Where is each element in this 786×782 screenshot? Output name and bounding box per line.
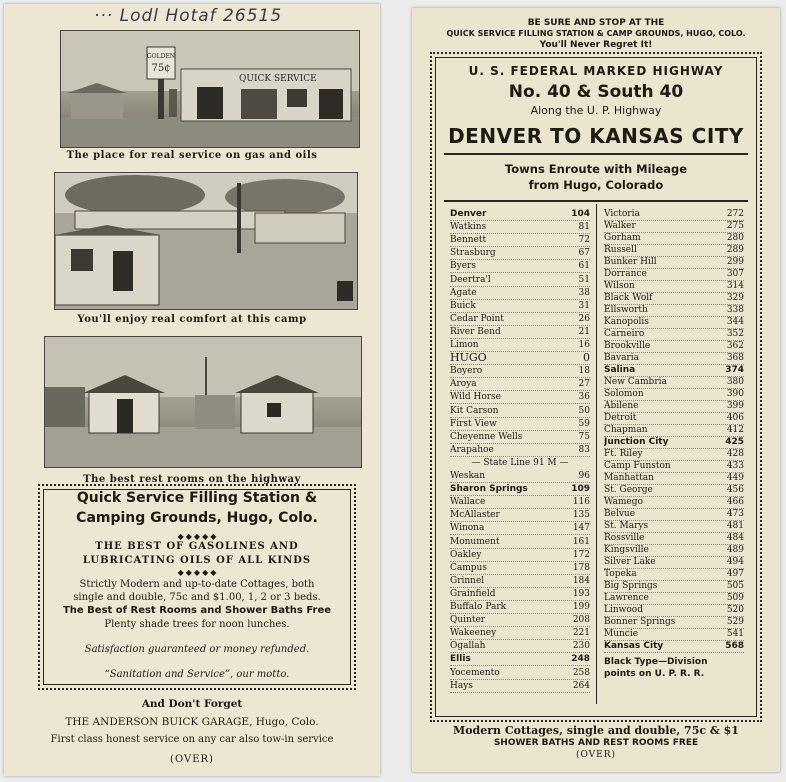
town-name: Cedar Point — [450, 313, 504, 324]
town-name: McAllaster — [450, 510, 500, 521]
town-row — [450, 365, 590, 378]
divider — [444, 200, 748, 202]
town-mileage: 258 — [572, 667, 590, 678]
town-mileage: 59 — [578, 418, 590, 429]
town-mileage: 21 — [578, 326, 590, 337]
bottom-cottages-line: Modern Cottages, single and double, 75c & $1 — [453, 724, 739, 737]
town-mileage: 248 — [571, 654, 590, 665]
town-name: Ellsworth — [604, 305, 648, 315]
town-mileage: 520 — [726, 605, 744, 615]
town-row — [450, 234, 590, 247]
town-name: Bunker Hill — [604, 257, 657, 267]
town-mileage: 481 — [726, 521, 744, 531]
town-mileage: 390 — [726, 389, 744, 399]
town-mileage: 380 — [726, 377, 744, 387]
town-name: Grainfield — [450, 588, 496, 599]
town-name: Lawrence — [604, 593, 649, 603]
town-row — [450, 496, 590, 509]
town-name: Bavaria — [604, 353, 639, 363]
town-name: Black Wolf — [604, 293, 653, 303]
town-name: Abilene — [604, 401, 639, 411]
town-name: Buffalo Park — [450, 602, 507, 612]
route-box — [430, 52, 762, 722]
town-name: — State Line 91 M — — [471, 457, 569, 468]
town-row — [450, 431, 590, 444]
town-row — [450, 339, 590, 352]
town-mileage: 264 — [572, 680, 590, 691]
top-banner-line: QUICK SERVICE FILLING STATION & CAMP GROUNDS, HUGO, COLO. — [446, 29, 746, 38]
town-row — [450, 247, 590, 260]
town-name: HUGO — [450, 352, 487, 365]
town-row — [450, 457, 590, 469]
town-name: Junction City — [604, 437, 669, 447]
town-mileage: 497 — [726, 569, 744, 579]
town-mileage: 494 — [726, 557, 744, 567]
towns-heading: Towns Enroute with Mileage — [504, 162, 688, 176]
town-row — [450, 562, 590, 575]
advertisement-box — [38, 484, 356, 690]
photo-caption: You'll enjoy real comfort at this camp — [77, 314, 307, 325]
town-name: Ellis — [450, 654, 471, 665]
town-mileage: 412 — [726, 425, 744, 435]
town-name: Wakeeney — [450, 628, 497, 639]
town-name: Solomon — [604, 389, 644, 399]
town-row — [604, 640, 744, 653]
town-mileage: 275 — [726, 221, 744, 231]
ornament-divider: ◆◆◆◆◆ — [177, 568, 219, 577]
town-row — [450, 601, 590, 614]
town-name: River Bend — [450, 326, 501, 337]
town-name: Wilson — [604, 281, 635, 291]
town-mileage: 374 — [725, 365, 744, 375]
divider — [444, 153, 748, 155]
town-mileage: 509 — [726, 593, 744, 603]
town-row — [450, 640, 590, 653]
town-mileage: 449 — [726, 473, 744, 483]
town-name: Topeka — [604, 569, 637, 579]
town-mileage: 172 — [572, 549, 590, 560]
town-name: Camp Funston — [604, 461, 671, 471]
town-name: Bonner Springs — [604, 617, 676, 627]
towns-heading: from Hugo, Colorado — [528, 178, 664, 192]
town-mileage: 541 — [726, 629, 744, 639]
top-banner-line: You'll Never Regret It! — [539, 40, 653, 50]
ad-oil-line: LUBRICATING OILS OF ALL KINDS — [82, 555, 312, 566]
town-mileage: 489 — [726, 545, 744, 555]
town-row — [450, 300, 590, 313]
town-name: Wild Horse — [450, 392, 501, 403]
town-mileage: 0 — [583, 352, 590, 365]
town-name: Aroya — [450, 379, 477, 390]
bottom-baths-line: SHOWER BATHS AND REST ROOMS FREE — [493, 738, 699, 748]
town-name: Wamego — [604, 497, 643, 507]
town-name: Weskan — [450, 471, 486, 481]
town-row — [450, 680, 590, 693]
town-name: Detroit — [604, 413, 637, 423]
column-divider — [596, 204, 597, 704]
town-name: Ogallah — [450, 641, 486, 652]
town-name: Ft. Riley — [604, 449, 643, 459]
town-mileage: 147 — [572, 523, 590, 534]
ad-title: Quick Service Filling Station & — [76, 490, 318, 506]
town-mileage: 18 — [578, 366, 590, 377]
town-name: Dorrance — [604, 269, 647, 279]
town-name: Russell — [604, 245, 637, 255]
town-mileage: 299 — [726, 257, 744, 267]
ad-rest-rooms-line: The Best of Rest Rooms and Shower Baths Free — [62, 605, 332, 616]
footer-service: First class honest service on any car also tow-in service — [50, 734, 334, 745]
town-name: Winona — [450, 523, 485, 534]
town-name: Salina — [604, 365, 636, 375]
town-row — [450, 405, 590, 418]
town-name: Silver Lake — [604, 557, 656, 567]
town-mileage: 505 — [726, 581, 744, 591]
town-name: Denver — [450, 209, 487, 219]
town-name: Monument — [450, 536, 500, 547]
town-row — [450, 260, 590, 273]
town-mileage: 75 — [578, 431, 590, 442]
ad-gasoline-line: THE BEST OF GASOLINES AND — [95, 541, 299, 552]
back-card — [412, 8, 780, 772]
town-name: Hays — [450, 680, 473, 691]
town-row — [450, 352, 590, 365]
photo-caption: The best rest rooms on the highway — [83, 474, 301, 485]
town-mileage: 16 — [578, 340, 590, 350]
town-name: Chapman — [604, 425, 648, 435]
highway-subtitle: Along the U. P. Highway — [530, 104, 662, 117]
town-name: Byers — [450, 261, 476, 272]
town-mileage: 27 — [578, 379, 590, 390]
town-mileage: 38 — [578, 287, 590, 298]
town-name: Brookville — [604, 341, 651, 351]
town-name: Watkins — [450, 222, 487, 233]
town-mileage: 338 — [726, 305, 744, 315]
town-name: Oakley — [450, 549, 482, 560]
town-row — [450, 549, 590, 562]
town-mileage: 26 — [578, 313, 590, 324]
town-mileage: 352 — [726, 329, 744, 339]
town-mileage: 104 — [571, 209, 590, 219]
town-name: Walker — [604, 221, 636, 231]
town-name: New Cambria — [604, 377, 667, 387]
town-name: Rossville — [604, 533, 645, 543]
town-row — [450, 391, 590, 404]
town-mileage: 109 — [571, 484, 590, 495]
town-name: Buick — [450, 300, 476, 311]
town-mileage: 193 — [572, 588, 590, 599]
town-mileage: 72 — [578, 235, 590, 246]
town-mileage: 96 — [578, 471, 590, 481]
town-name: Yocemento — [450, 667, 500, 678]
town-mileage: 161 — [572, 536, 590, 547]
town-name: Arapahoe — [450, 444, 494, 455]
town-mileage: 456 — [726, 485, 744, 495]
town-mileage: 425 — [725, 437, 744, 447]
ornament-divider: ◆◆◆◆◆ — [177, 532, 219, 541]
town-name: Deertra'l — [450, 274, 491, 285]
town-name: Limon — [450, 340, 479, 350]
town-name: Strasburg — [450, 248, 496, 259]
town-name: Belvue — [604, 509, 636, 519]
ad-cottages-line: single and double, 75c and $1.00, 1, 2 or 3 beds. — [73, 592, 321, 603]
town-mileage: 178 — [572, 562, 590, 573]
town-row — [450, 444, 590, 457]
ad-satisfaction-line: Satisfaction guaranteed or money refunded. — [84, 644, 310, 655]
town-mileage: 230 — [572, 641, 590, 652]
town-row — [450, 588, 590, 601]
town-name: St. Marys — [604, 521, 649, 531]
town-name: Muncie — [604, 629, 639, 639]
over-label: (OVER) — [575, 750, 617, 760]
town-row — [450, 575, 590, 588]
town-mileage: 484 — [726, 533, 744, 543]
town-name: Grinnel — [450, 575, 485, 586]
footer-garage: THE ANDERSON BUICK GARAGE, Hugo, Colo. — [65, 716, 319, 728]
town-row — [450, 221, 590, 234]
town-row — [450, 378, 590, 391]
town-mileage: 199 — [572, 602, 590, 612]
town-name: St. George — [604, 485, 653, 495]
top-banner-line: BE SURE AND STOP AT THE — [527, 18, 665, 28]
town-mileage: 428 — [726, 449, 744, 459]
town-mileage: 50 — [578, 405, 590, 416]
town-mileage: 61 — [578, 261, 590, 272]
town-row — [450, 522, 590, 535]
ad-title: Camping Grounds, Hugo, Colo. — [76, 510, 318, 526]
ad-motto-line: “Sanitation and Service”, our motto. — [104, 669, 290, 680]
town-mileage: 36 — [578, 392, 590, 403]
town-mileage: 83 — [578, 444, 590, 455]
town-name: Quinter — [450, 615, 486, 626]
town-name: First View — [450, 418, 497, 429]
photo-caption: The place for real service on gas and oils — [66, 150, 318, 161]
town-mileage: 116 — [572, 497, 590, 508]
town-row — [450, 326, 590, 339]
town-name: Kansas City — [604, 641, 664, 651]
town-mileage: 208 — [572, 615, 590, 626]
town-row — [450, 509, 590, 522]
town-name: Sharon Springs — [450, 484, 528, 495]
town-name: Big Springs — [604, 581, 658, 591]
town-mileage: 406 — [726, 413, 744, 423]
town-name: Campus — [450, 562, 487, 573]
town-name: Manhattan — [604, 473, 654, 483]
town-name: Agate — [450, 287, 477, 298]
town-name: Victoria — [604, 209, 640, 219]
town-mileage: 344 — [726, 317, 744, 327]
town-mileage: 433 — [726, 461, 744, 471]
town-mileage: 51 — [578, 274, 590, 285]
camp-cottages-photo — [54, 172, 358, 310]
front-card — [4, 4, 380, 776]
town-name: Gorham — [604, 233, 641, 243]
ad-cottages-line: Strictly Modern and up-to-date Cottages, both — [79, 579, 315, 590]
town-row — [450, 208, 590, 221]
division-note: points on U. P. R. R. — [604, 669, 705, 679]
town-row — [450, 287, 590, 300]
town-mileage: 67 — [578, 248, 590, 259]
town-name: Cheyenne Wells — [450, 431, 523, 442]
over-label: (OVER) — [170, 754, 214, 765]
town-mileage: 466 — [726, 497, 744, 507]
town-mileage: 473 — [726, 509, 744, 519]
rest-rooms-photo — [44, 336, 362, 468]
town-mileage: 307 — [726, 269, 744, 279]
town-row — [450, 483, 590, 496]
station-sign-top: GOLDEN — [146, 53, 176, 60]
town-mileage: 399 — [726, 401, 744, 411]
town-row — [450, 470, 590, 483]
filling-station-photo — [60, 30, 360, 148]
town-name: Carneiro — [604, 329, 645, 339]
town-mileage: 221 — [572, 628, 590, 639]
station-sign-price: 75¢ — [151, 63, 171, 74]
town-name: Kanopolis — [604, 317, 649, 327]
handwritten-note: ··· Lodl Hotaf 26515 — [94, 6, 283, 26]
town-row — [450, 536, 590, 549]
town-name: Boyero — [450, 366, 483, 377]
town-mileage: 31 — [578, 300, 590, 311]
town-row — [450, 313, 590, 326]
highway-title: U. S. FEDERAL MARKED HIGHWAY — [468, 64, 724, 78]
town-mileage: 568 — [725, 641, 744, 651]
town-mileage: 135 — [572, 510, 590, 521]
town-mileage: 184 — [572, 575, 590, 586]
town-mileage: 529 — [726, 617, 744, 627]
town-mileage: 362 — [726, 341, 744, 351]
town-name: Bennett — [450, 235, 487, 246]
town-row — [450, 667, 590, 680]
town-mileage: 280 — [726, 233, 744, 243]
town-mileage: 329 — [726, 293, 744, 303]
town-row — [450, 614, 590, 627]
station-sign-name: QUICK SERVICE — [239, 74, 317, 84]
footer-heading: And Don't Forget — [141, 698, 243, 710]
division-note: Black Type—Division — [604, 657, 708, 667]
highway-number: No. 40 & South 40 — [508, 82, 684, 102]
town-mileage: 368 — [726, 353, 744, 363]
ad-shade-line: Plenty shade trees for noon lunches. — [104, 619, 290, 630]
town-mileage: 272 — [726, 209, 744, 219]
town-row — [450, 627, 590, 640]
town-name: Linwood — [604, 605, 643, 615]
town-mileage: 81 — [578, 222, 590, 233]
town-name: Kit Carson — [450, 405, 499, 416]
town-mileage: 314 — [726, 281, 744, 291]
town-mileage: 289 — [726, 245, 744, 255]
town-name: Wallace — [450, 497, 486, 508]
town-row — [450, 418, 590, 431]
town-name: Kingsville — [604, 545, 649, 555]
town-row — [450, 653, 590, 666]
town-row — [450, 274, 590, 287]
route-title: DENVER TO KANSAS CITY — [448, 124, 744, 148]
